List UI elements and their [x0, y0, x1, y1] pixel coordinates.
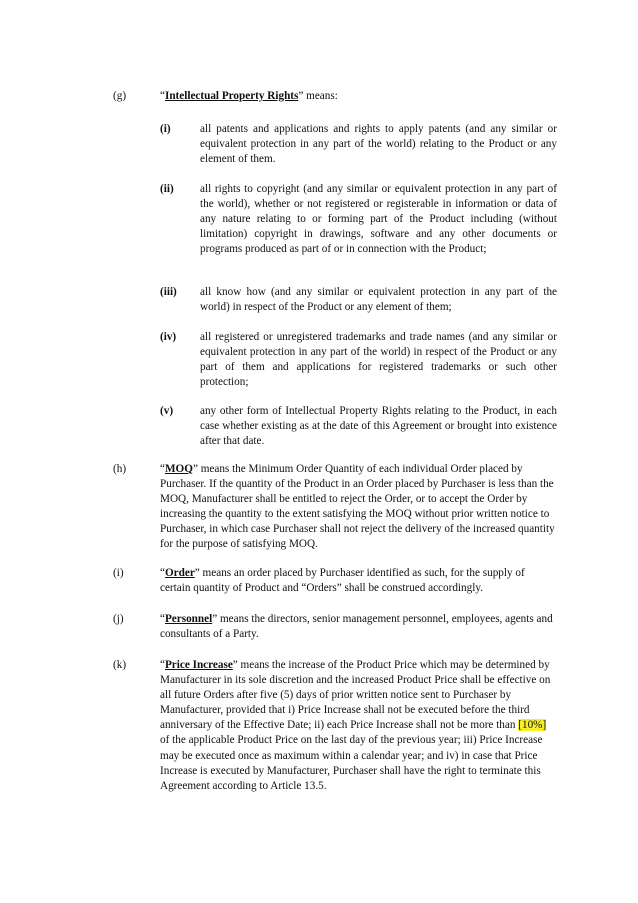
sub-item-text: all rights to copyright (and any similar or equivalent protection in any part of the world), whether or not registered or registerable in information or data of any nature relating to or forming part of the Product including (without limitation) copyright in drawings, software and any other documents or programs produced as part of or in connection with the Product; — [200, 183, 557, 256]
sub-item-label: (iii) — [160, 286, 177, 298]
quote-mark: “ — [160, 659, 165, 671]
sub-item-text: all patents and applications and rights to apply patents (and any similar or equivalent protection in any part of the world) relating to the Product or any element of them. — [200, 123, 557, 166]
clause-body — [160, 89, 556, 104]
clause-label: (h) — [113, 463, 127, 475]
clause-label: (g) — [113, 90, 127, 102]
clause-body — [160, 462, 556, 553]
quote-mark: “ — [160, 90, 165, 102]
sub-item-label: (i) — [160, 123, 171, 135]
defined-term: MOQ — [164, 463, 193, 475]
clause-body — [160, 658, 556, 794]
defined-term: Price Increase — [164, 659, 233, 671]
quote-mark: “ — [160, 567, 165, 579]
sub-item-label: (v) — [160, 405, 174, 417]
defined-term: Personnel — [164, 613, 213, 625]
clause-label: (j) — [113, 613, 124, 625]
clause-text: of the applicable Product Price on the last day of the previous year; iii) Price Increase may be executed once as maximum within a calendar year; and iv) in case that Price Increase is executed by Manufacturer, Purchaser shall have the right to terminate this Agreement according to Article 13.5. — [160, 734, 543, 792]
quote-mark: “ — [160, 463, 165, 475]
clause-body — [160, 566, 556, 596]
sub-item-text: all know how (and any similar or equivalent protection in any part of the world) in respect of the Product or any element of them; — [200, 286, 557, 314]
clause-text: ” means the directors, senior management personnel, employees, agents and consultants of a Party. — [160, 613, 553, 641]
sub-item-text: any other form of Intellectual Property Rights relating to the Product, in each case whether existing as at the date of this Agreement or brought into existence after that date. — [200, 405, 557, 448]
quote-mark: “ — [160, 613, 165, 625]
clause-text: ” means: — [298, 90, 338, 102]
clause-text: ” means the Minimum Order Quantity of each individual Order placed by Purchaser. If the quantity of the Product in an Order placed by Purchaser is less than the MOQ, Manufacturer shall be entitled to reject the Order, or to accept the Order by increasing the quantity to the extent satisfying the MOQ without prior written notice to Purchaser, in which case Purchaser shall not reject the delivery of the increased quantity for the purpose of satisfying MOQ. — [160, 463, 555, 551]
clause-text: ” means an order placed by Purchaser identified as such, for the supply of certain quantity of Product and “Orders” shall be construed accordingly. — [160, 567, 525, 595]
highlighted-percentage: [10%] — [518, 719, 547, 732]
sub-item-text: all registered or unregistered trademarks and trade names (and any similar or equivalent protection in any part of the world) in respect of the Product or any part of them and applications for registered trademarks or such other protection; — [200, 331, 557, 389]
clause-body — [160, 612, 556, 642]
sub-item-label: (iv) — [160, 331, 177, 343]
defined-term: Order — [164, 567, 195, 579]
sub-item-label: (ii) — [160, 183, 174, 195]
defined-term: Intellectual Property Rights — [164, 90, 299, 102]
clause-label: (k) — [113, 659, 127, 671]
clause-text: ” means the increase of the Product Price which may be determined by Manufacturer in its sole discretion and the increased Product Price shall be effective on all future Orders after five (5) days of prior written notice sent to Purchaser by Manufacturer, provided that i) Price Increase shall not be executed before the third anniversary of the Effective Date; ii) each Price Increase shall not be more than — [160, 659, 551, 732]
clause-label: (i) — [113, 567, 124, 579]
